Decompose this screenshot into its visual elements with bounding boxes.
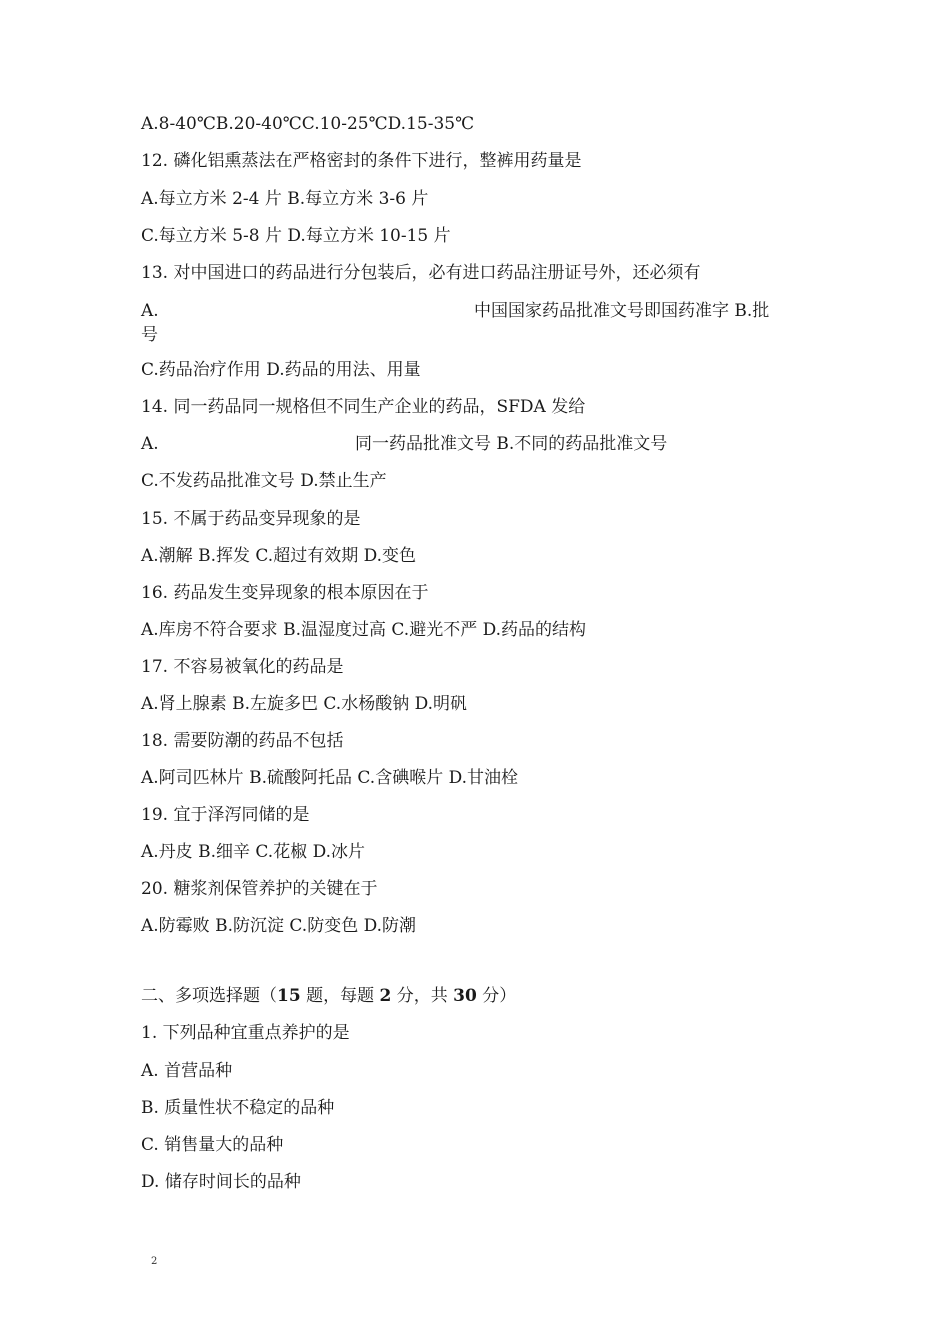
section2-heading xyxy=(141,985,516,1007)
section2-suffix: 分） xyxy=(476,986,517,1006)
q13-option-a-text: 中国国家药品批准文号即国药准字 B.批 xyxy=(474,301,770,321)
page-number: 2 xyxy=(151,1256,158,1267)
q14-option-a-label: A. xyxy=(141,434,159,454)
section2-count: 15 xyxy=(277,986,301,1006)
q12-options-ab: A.每立方米 2-4 片 B.每立方米 3-6 片 xyxy=(141,189,429,209)
q16-options: A.库房不符合要求 B.温湿度过高 C.避光不严 D.药品的结构 xyxy=(141,620,587,640)
q19-options: A.丹皮 B.细辛 C.花椒 D.冰片 xyxy=(141,842,366,862)
section2-mid1: 题，每题 xyxy=(300,986,380,1006)
q11-options: A.8-40℃B.20-40℃C.10-25℃D.15-35℃ xyxy=(141,114,475,134)
section2-points-each: 2 xyxy=(379,986,392,1006)
q12-options-cd: C.每立方米 5-8 片 D.每立方米 10-15 片 xyxy=(141,226,451,246)
section2-total: 30 xyxy=(453,986,477,1006)
q20-options: A.防霉败 B.防沉淀 C.防变色 D.防潮 xyxy=(141,916,417,936)
q15-stem: 15. 不属于药品变异现象的是 xyxy=(141,509,361,529)
section2-mid2: 分，共 xyxy=(391,986,454,1006)
section2-prefix: 二、多项选择题（ xyxy=(141,986,277,1006)
q17-options: A.肾上腺素 B.左旋多巴 C.水杨酸钠 D.明矾 xyxy=(141,694,468,714)
q13-option-a-label: A. xyxy=(141,301,159,321)
mc-q1-option-d: D. 储存时间长的品种 xyxy=(141,1172,301,1192)
q14-options-cd: C.不发药品批准文号 D.禁止生产 xyxy=(141,471,387,491)
q13-stem: 13. 对中国进口的药品进行分包装后，必有进口药品注册证号外，还必须有 xyxy=(141,263,701,283)
q18-options: A.阿司匹林片 B.硫酸阿托品 C.含碘喉片 D.甘油栓 xyxy=(141,768,519,788)
mc-q1-stem: 1. 下列品种宜重点养护的是 xyxy=(141,1023,350,1043)
q16-stem: 16. 药品发生变异现象的根本原因在于 xyxy=(141,583,429,603)
mc-q1-option-c: C. 销售量大的品种 xyxy=(141,1135,284,1155)
q20-stem: 20. 糖浆剂保管养护的关键在于 xyxy=(141,879,378,899)
mc-q1-option-b: B. 质量性状不稳定的品种 xyxy=(141,1098,335,1118)
q15-options: A.潮解 B.挥发 C.超过有效期 D.变色 xyxy=(141,546,417,566)
q19-stem: 19. 宜于泽泻同储的是 xyxy=(141,805,310,825)
q14-stem: 14. 同一药品同一规格但不同生产企业的药品，SFDA 发给 xyxy=(141,397,586,417)
q13-options-cd: C.药品治疗作用 D.药品的用法、用量 xyxy=(141,360,421,380)
q12-stem: 12. 磷化铝熏蒸法在严格密封的条件下进行，整裤用药量是 xyxy=(141,151,582,171)
q14-option-a-text: 同一药品批准文号 B.不同的药品批准文号 xyxy=(355,434,668,454)
q18-stem: 18. 需要防潮的药品不包括 xyxy=(141,731,344,751)
q17-stem: 17. 不容易被氧化的药品是 xyxy=(141,657,344,677)
mc-q1-option-a: A. 首营品种 xyxy=(141,1061,233,1081)
q13-option-b-wrap: 号 xyxy=(141,325,158,345)
